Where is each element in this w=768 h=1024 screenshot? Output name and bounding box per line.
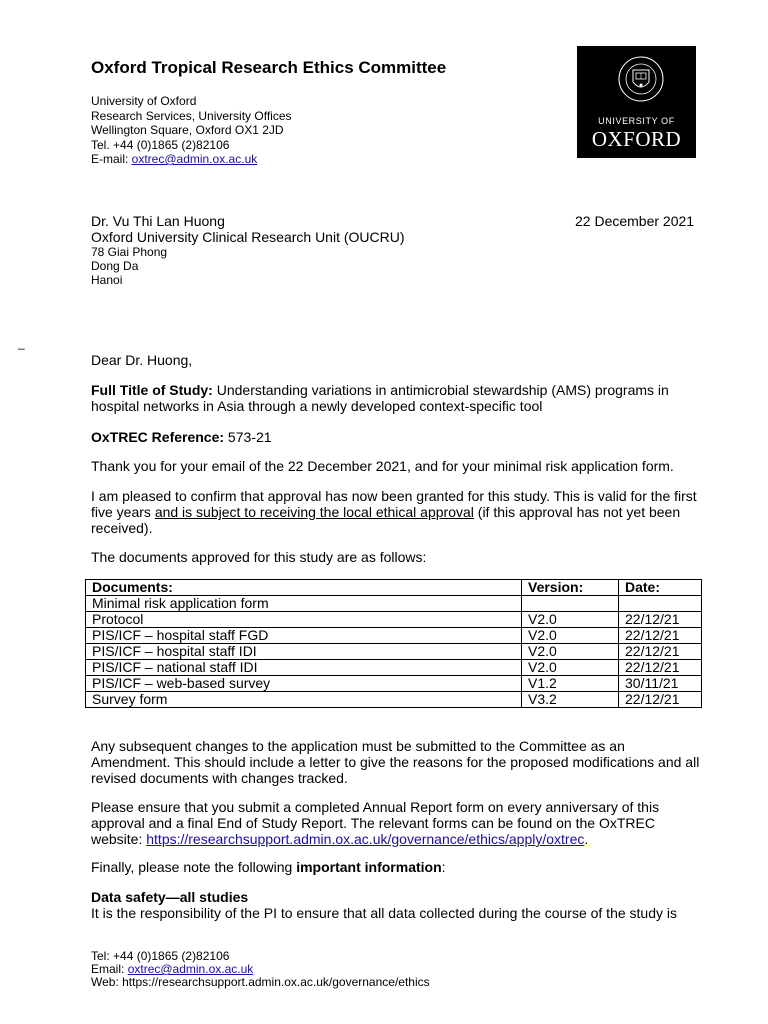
finally-text: Finally, please note the following [91, 859, 297, 875]
data-safety-heading: Data safety—all studies [91, 889, 249, 905]
committee-title: Oxford Tropical Research Ethics Committee [91, 58, 447, 77]
table-cell: PIS/ICF – national staff IDI [86, 660, 522, 676]
study-title-label: Full Title of Study: [91, 382, 213, 398]
table-cell: V2.0 [522, 612, 619, 628]
table-row [86, 676, 702, 692]
reference-value: 573-21 [224, 429, 272, 445]
logo-line2: OXFORD [591, 127, 682, 151]
data-safety-text: It is the responsibility of the PI to ensure that all data collected during the course of the study is [91, 905, 677, 921]
table-header: Date: [619, 580, 702, 596]
oxtrec-website-link[interactable]: https://researchsupport.admin.ox.ac.uk/governance/ethics/apply/oxtrec [146, 831, 585, 847]
table-cell: PIS/ICF – hospital staff IDI [86, 644, 522, 660]
table-cell: Minimal risk application form [86, 596, 522, 612]
table-row [86, 692, 702, 708]
address-line: Wellington Square, Oxford OX1 2JD [91, 123, 284, 137]
recipient-org: Oxford University Clinical Research Unit (OUCRU) [91, 229, 405, 245]
address-email-line [91, 152, 292, 167]
table-cell: V2.0 [522, 628, 619, 644]
table-row [86, 596, 702, 612]
documents-table [85, 579, 702, 708]
recipient-line: 78 Giai Phong [91, 245, 168, 259]
footer-email-label: Email: [91, 962, 128, 976]
table-cell [522, 596, 619, 612]
finally-colon: : [441, 859, 446, 875]
table-cell: PIS/ICF – hospital staff FGD [86, 628, 522, 644]
recipient-block [91, 213, 405, 287]
address-line: Tel. +44 (0)1865 (2)82106 [91, 137, 230, 152]
email-label: E-mail: [91, 152, 132, 166]
footer-web: Web: https://researchsupport.admin.ox.ac.uk/governance/ethics [91, 975, 430, 989]
table-cell: 22/12/21 [619, 660, 702, 676]
table-cell: V3.2 [522, 692, 619, 708]
table-cell: Survey form [86, 692, 522, 708]
table-row [86, 628, 702, 644]
stray-mark: _ [18, 336, 25, 350]
recipient-line: Dong Da [91, 259, 139, 273]
table-cell: 22/12/21 [619, 644, 702, 660]
salutation: Dear Dr. Huong, [91, 352, 193, 368]
recipient-name: Dr. Vu Thi Lan Huong [91, 213, 225, 229]
table-cell: Protocol [86, 612, 522, 628]
table-header-row [86, 580, 702, 596]
table-cell: 22/12/21 [619, 628, 702, 644]
footer [91, 950, 430, 989]
study-title-text: Understanding variations in antimicrobial stewardship (AMS) programs in hospital networks in Asia through a newly developed context-specific tool [91, 382, 669, 414]
annual-report-paragraph [91, 799, 701, 847]
footer-tel: Tel: +44 (0)1865 (2)82106 [91, 949, 230, 963]
address-line: University of Oxford [91, 94, 197, 108]
amendment-paragraph: Any subsequent changes to the application must be submitted to the Committee as an Amendment. This should include a letter to give the reasons for the proposed modifications and all revised documents with changes tracked. [91, 738, 700, 786]
table-header: Documents: [86, 580, 522, 596]
table-row [86, 612, 702, 628]
table-cell [619, 596, 702, 612]
table-row [86, 644, 702, 660]
logo-line1: UNIVERSITY OF [598, 116, 675, 126]
reference-label: OxTREC Reference: [91, 429, 225, 445]
approval-text-end: (if this approval has not yet been received). [91, 504, 681, 536]
email-link[interactable]: oxtrec@admin.ox.ac.uk [131, 152, 258, 166]
table-cell: V2.0 [522, 660, 619, 676]
letter-date: 22 December 2021 [575, 213, 695, 229]
table-header: Version: [522, 580, 619, 596]
table-cell: 22/12/21 [619, 612, 702, 628]
recipient-line: Hanoi [91, 273, 123, 287]
important-info-label: important information [296, 859, 442, 875]
study-title [91, 382, 701, 414]
table-row [86, 660, 702, 676]
oxford-logo [577, 46, 696, 158]
approval-condition: and is subject to receiving the local ethical approval [154, 504, 474, 520]
committee-address [91, 94, 292, 167]
table-cell: PIS/ICF – web-based survey [86, 676, 522, 692]
documents-intro: The documents approved for this study are as follows: [91, 549, 427, 565]
table-cell: 22/12/21 [619, 692, 702, 708]
oxtrec-reference [91, 429, 701, 445]
footer-email-link[interactable]: oxtrec@admin.ox.ac.uk [127, 962, 254, 976]
table-cell: V1.2 [522, 676, 619, 692]
important-info-paragraph [91, 859, 701, 875]
approval-text: I am pleased to confirm that approval has now been granted for this study. This is valid for the first five years [91, 488, 697, 520]
address-line: Research Services, University Offices [91, 108, 292, 123]
table-cell: V2.0 [522, 644, 619, 660]
table-cell: 30/11/21 [619, 676, 702, 692]
annual-report-text: Please ensure that you submit a completed Annual Report form on every anniversary of this approval and a final End of Study Report. The relevant forms can be found on the OxTREC website: [91, 799, 660, 847]
annual-report-end: . [584, 831, 589, 847]
approval-paragraph [91, 488, 701, 536]
thanks-paragraph: Thank you for your email of the 22 December 2021, and for your minimal risk application form. [91, 458, 674, 474]
